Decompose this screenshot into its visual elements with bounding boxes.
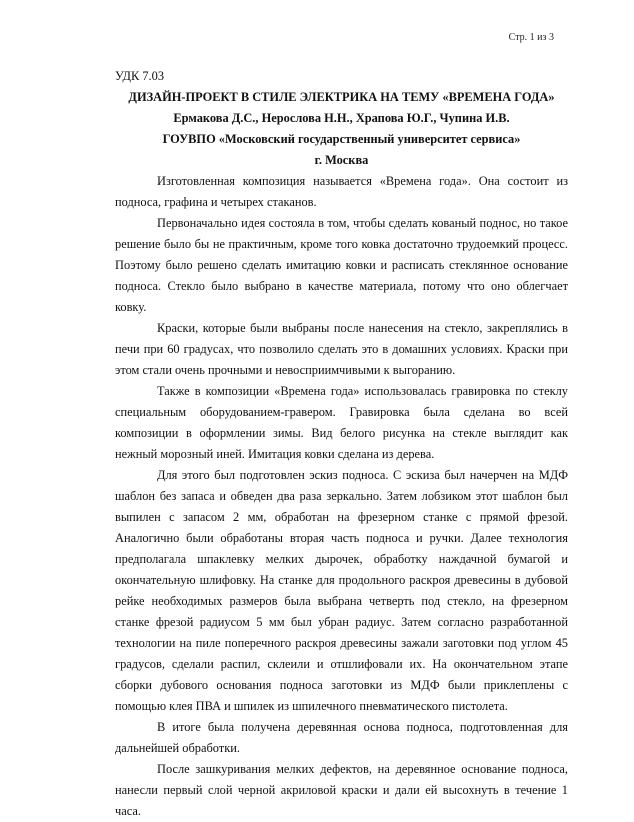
article-title: ДИЗАЙН-ПРОЕКТ В СТИЛЕ ЭЛЕКТРИКА НА ТЕМУ «ВРЕМЕНА ГОДА» [128,90,555,104]
page-number: Стр. 1 из 3 [508,32,554,43]
paragraph: Первоначально идея состояла в том, чтобы сделать кованый поднос, но такое решение было бы не практичным, кроме того ковка достаточно трудоемкий процесс. Поэтому было решено сделать имитацию ковки и расписать стеклянное основание подноса. Стекло было выбрано в качестве материала, потому что оно облегчает ковку. [115,216,568,314]
paragraph: Изготовленная композиция называется «Времена года». Она состоит из подноса, графина и четырех стаканов. [115,174,568,209]
paragraph: Также в композиции «Времена года» использовалась гравировка по стеклу специальным оборудованием-гравером. Гравировка была сделана во всей композиции в оформлении зимы. Вид белого рисунка на стекле выглядит как нежный морозный иней. Имитация ковки сделана из дерева. [115,384,568,461]
paragraph: В итоге была получена деревянная основа подноса, подготовленная для дальнейшей обработки. [115,720,568,755]
udc-code: УДК 7.03 [115,69,165,83]
paragraph: После зашкуривания мелких дефектов, на деревянное основание подноса, нанесли первый слой черной акриловой краски и дали ей высохнуть в течение 1 часа. [115,762,568,818]
paragraph: Для этого был подготовлен эскиз подноса. С эскиза был начерчен на МДФ шаблон без запаса и обведен два раза зеркально. Затем лобзиком этот шаблон был выпилен с запасом 2 мм, обработан на фрезерном станке с прямой фрезой. Аналогично были обработаны вторая часть подноса и ручки. Далее технология предполагала шпаклевку мелких дырочек, обработку наждачной бумагой и окончательную шлифовку. На станке для продольного раскроя древесины в дубовой рейке необходимых размеров была выбрана четверть под стекло, на фрезерном станке фрезой радиусом 5 мм был убран радиус. Затем согласно разработанной технологии на пиле поперечного раскроя древесины зажали заготовки под углом 45 градусов, сделали распил, склеили и отшлифовали их. На окончательном этапе сборки дубового основания подноса заготовки из МДФ были приклеплены с помощью клея ПВА и шпилек из шпилечного пневматического пистолета. [115,468,568,713]
authors: Ермакова Д.С., Нерослова Н.Н., Храпова Ю.Г., Чупина И.В. [173,111,510,125]
organization: ГОУВПО «Московский государственный университет сервиса» [162,132,521,146]
paragraph: Краски, которые были выбраны после нанесения на стекло, закреплялись в печи при 60 градусах, что позволило сделать это в домашних условиях. Краски при этом стали очень прочными и невосприимчивыми к выгоранию. [115,321,568,377]
article-content [115,66,568,822]
city: г. Москва [314,153,369,167]
